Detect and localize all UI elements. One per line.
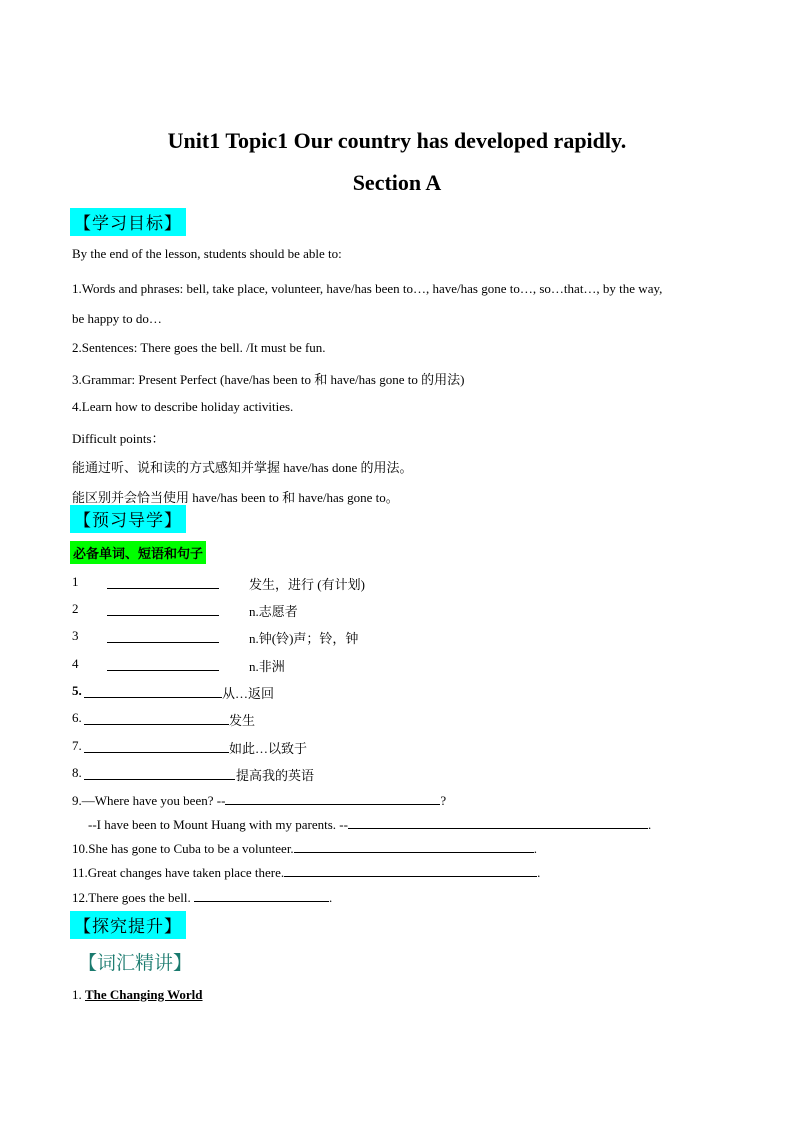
sentence-end: . [647, 817, 652, 832]
goal-3: 3.Grammar: Present Perfect (have/has been to 和 have/has gone to 的用法) [72, 372, 465, 387]
page-subtitle: Section A [352, 170, 442, 195]
section-heading-goals: 【学习目标】 [70, 208, 186, 236]
vocab-meaning: n.钟(铃)声；铃，钟 [249, 631, 359, 646]
sentence-end: ? [440, 793, 447, 808]
intro-text: By the end of the lesson, students should be able to: [72, 246, 342, 261]
goal-1-line-2: be happy to do… [72, 311, 162, 326]
vocab-meaning: n.志愿者 [249, 604, 298, 619]
difficult-points-label: Difficult points： [72, 431, 165, 446]
subheading-vocab: 必备单词、短语和句子 [70, 541, 206, 564]
sentence-11 [72, 863, 540, 881]
vocab-number: 4 [72, 656, 79, 671]
answer-blank[interactable] [194, 888, 329, 902]
vocab-number: 3 [72, 628, 79, 643]
phrase-number: 5. [72, 683, 82, 698]
explanation-item-1 [72, 987, 203, 1003]
sentence-end: . [537, 865, 541, 880]
answer-blank[interactable] [84, 766, 235, 780]
vocab-number: 2 [72, 601, 79, 616]
phrase-number: 6. [72, 710, 82, 725]
sentence-text: --I have been to Mount Huang with my parents. -- [88, 817, 348, 832]
sentence-12 [72, 888, 332, 906]
sentence-text: 10.She has gone to Cuba to be a volunteer. [72, 841, 294, 856]
section-heading-vocab-explanation: 【词汇精讲】 [78, 952, 193, 974]
section-heading-explore: 【探究提升】 [70, 911, 186, 939]
sentence-end: . [533, 841, 537, 856]
difficult-point-1: 能通过听、说和读的方式感知并掌握 have/has done 的用法。 [72, 460, 413, 475]
phrase-number: 7. [72, 738, 82, 753]
sentence-10 [72, 839, 537, 857]
vocab-meaning: 发生，进行 (有计划) [249, 577, 365, 592]
answer-blank[interactable] [107, 657, 219, 671]
vocab-meaning: n.非洲 [249, 659, 285, 674]
answer-blank[interactable] [294, 839, 534, 853]
difficult-point-2: 能区别并会恰当使用 have/has been to 和 have/has gone to。 [72, 490, 399, 505]
goal-4: 4.Learn how to describe holiday activities. [72, 399, 294, 414]
answer-blank[interactable] [284, 863, 537, 877]
phrase-meaning: 如此…以致于 [229, 741, 308, 756]
goal-1-line-1: 1.Words and phrases: bell, take place, volunteer, have/has been to…, have/has gone to…, so…that…, by the way, [72, 281, 663, 296]
vocab-row [72, 574, 79, 590]
phrase-number: 8. [72, 765, 82, 780]
answer-blank[interactable] [107, 629, 219, 643]
sentence-text: 9.—Where have you been? -- [72, 793, 226, 808]
answer-blank[interactable] [84, 684, 222, 698]
sentence-end: . [329, 890, 333, 905]
answer-blank[interactable] [107, 602, 219, 616]
sentence-9b [88, 815, 651, 833]
answer-blank[interactable] [84, 711, 229, 725]
answer-blank[interactable] [348, 815, 648, 829]
goal-2: 2.Sentences: There goes the bell. /It must be fun. [72, 340, 326, 355]
vocab-number: 1 [72, 574, 79, 589]
answer-blank[interactable] [225, 791, 440, 805]
sentence-text: 12.There goes the bell. [72, 890, 195, 905]
sentence-text: 11.Great changes have taken place there. [72, 865, 285, 880]
phrase-meaning: 提高我的英语 [236, 768, 315, 783]
page-title: Unit1 Topic1 Our country has developed rapidly. [167, 128, 627, 153]
sentence-9a [72, 791, 446, 809]
answer-blank[interactable] [84, 739, 229, 753]
answer-blank[interactable] [107, 575, 219, 589]
phrase-meaning: 从…返回 [222, 686, 275, 701]
section-heading-preview: 【预习导学】 [70, 505, 186, 533]
phrase-meaning: 发生 [229, 713, 256, 728]
item-title: The Changing World [85, 987, 203, 1002]
item-number: 1. [72, 987, 85, 1002]
